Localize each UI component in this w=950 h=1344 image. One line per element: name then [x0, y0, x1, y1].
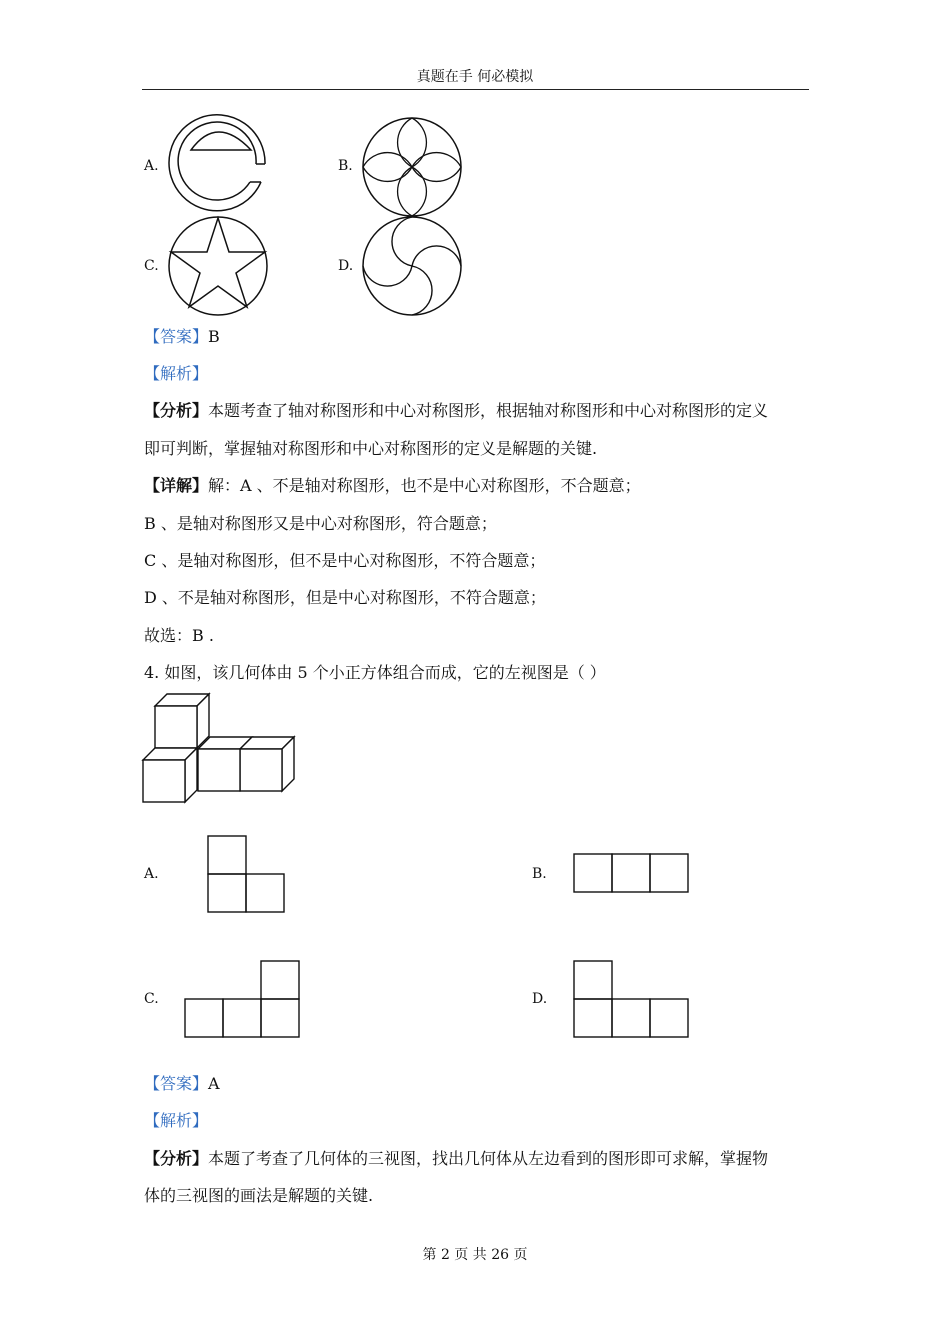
q4-option-c-label: C. — [144, 991, 159, 1007]
q3-fenxi-line1 — [144, 398, 768, 421]
q3-fenxi-line2: 即可判断，掌握轴对称图形和中心对称图形的定义是解题的关键. — [144, 439, 598, 458]
q4-figure-d — [573, 960, 690, 1038]
answer-tag: 【答案】 — [144, 1074, 209, 1093]
q4-figure-b — [573, 853, 690, 893]
answer-tag: 【答案】 — [144, 327, 209, 346]
q3-option-b-label: B. — [338, 158, 353, 174]
q3-figure-c — [168, 216, 268, 316]
q3-xiangjie-line2: B 、是轴对称图形又是中心对称图形，符合题意； — [144, 514, 497, 533]
q3-option-a-label: A. — [144, 158, 159, 174]
q3-analysis-tag: 【解析】 — [144, 364, 209, 383]
q4-figure-c — [184, 960, 301, 1038]
q3-answer — [144, 324, 220, 347]
q4-option-a-label: A. — [144, 866, 159, 882]
fenxi-tag: 【分析】 — [144, 401, 209, 420]
q4-figure-a — [207, 835, 285, 913]
q3-xiangjie-line3: C 、是轴对称图形，但不是中心对称图形，不符合题意； — [144, 551, 546, 570]
q3-xiangjie-line1 — [144, 473, 641, 496]
xiangjie-tag: 【详解】 — [144, 476, 209, 495]
xiangjie-text: 解：A 、不是轴对称图形，也不是中心对称图形，不合题意； — [208, 476, 641, 495]
q4-solid-figure — [143, 694, 299, 806]
q4-option-b-label: B. — [532, 866, 547, 882]
fenxi-text: 本题了考查了几何体的三视图，找出几何体从左边看到的图形即可求解，掌握物 — [208, 1149, 769, 1168]
header-divider — [142, 89, 809, 90]
answer-value: A — [208, 1074, 220, 1093]
q4-answer — [144, 1071, 220, 1094]
q3-option-c-label: C. — [144, 258, 159, 274]
q3-xiangjie-line5: 故选：B . — [144, 626, 214, 645]
q4-fenxi-line2: 体的三视图的画法是解题的关键. — [144, 1186, 374, 1205]
q3-figure-b — [362, 117, 462, 217]
q3-option-d-label: D. — [338, 258, 354, 274]
q4-fenxi-line1 — [144, 1146, 768, 1169]
fenxi-tag: 【分析】 — [144, 1149, 209, 1168]
answer-value: B — [208, 327, 220, 346]
q4-option-d-label: D. — [532, 991, 548, 1007]
q3-figure-a — [167, 116, 269, 218]
page-footer: 第 2 页 共 26 页 — [422, 1247, 528, 1263]
q4-analysis-tag: 【解析】 — [144, 1111, 209, 1130]
q3-figure-d — [362, 216, 462, 316]
fenxi-text: 本题考查了轴对称图形和中心对称图形，根据轴对称图形和中心对称图形的定义 — [208, 401, 769, 420]
page-header: 真题在手 何必模拟 — [416, 69, 534, 85]
q3-xiangjie-line4: D 、不是轴对称图形，但是中心对称图形，不符合题意； — [144, 588, 546, 607]
q4-question: 4. 如图，该几何体由 5 个小正方体组合而成，它的左视图是（ ） — [144, 663, 606, 682]
